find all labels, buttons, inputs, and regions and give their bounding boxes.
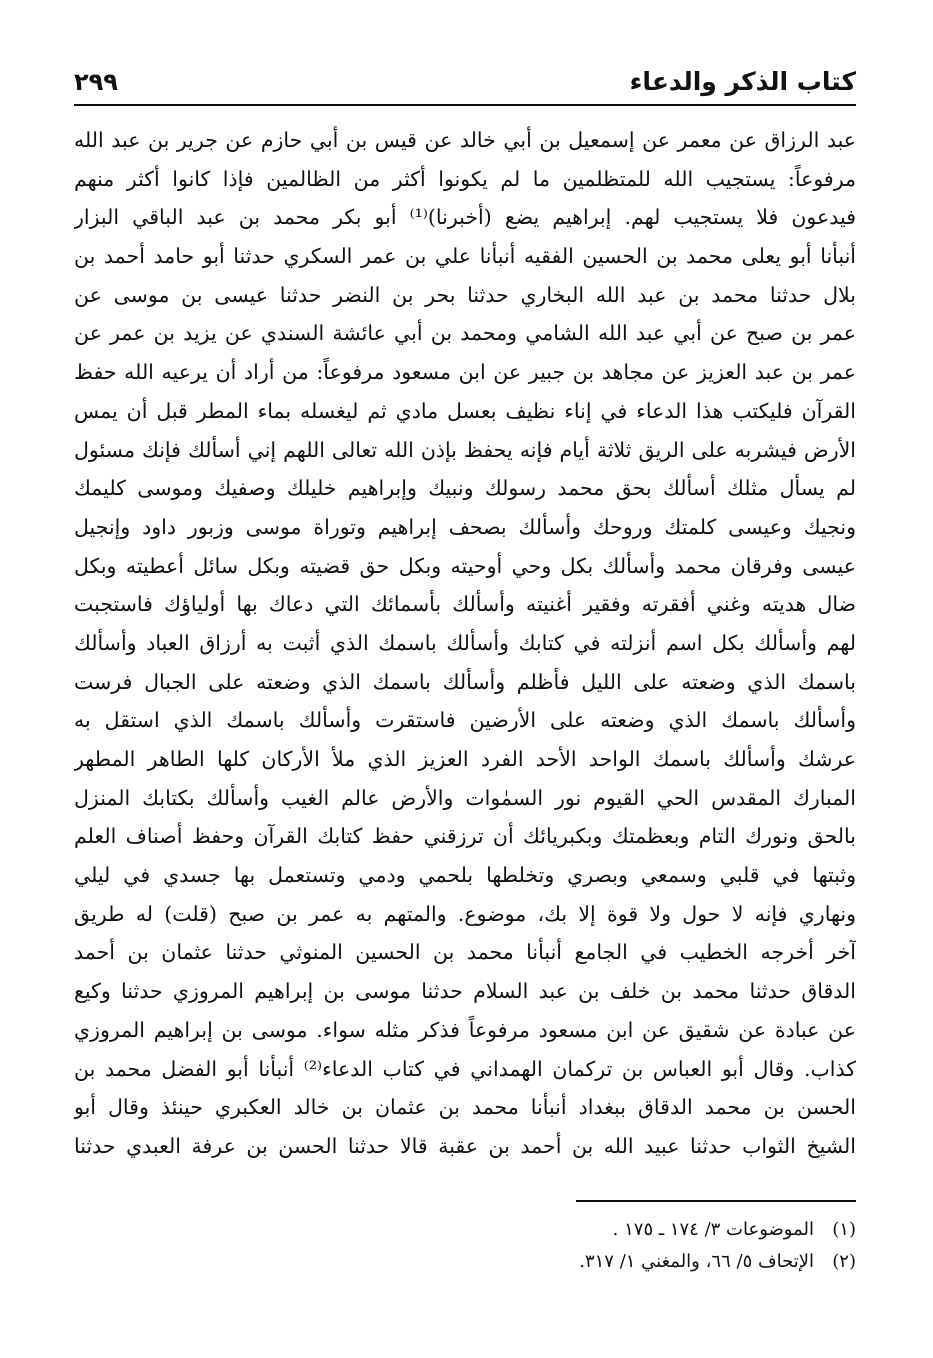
text-line: ونجيك وعيسى كلمتك وروحك وأسألك بصحف إبراهيم وتوراة موسى وزبور داود وإنجيل: [74, 514, 856, 539]
footnote-text: الإتحاف ٥/ ٦٦، والمغني ١/ ٣١٧.: [579, 1251, 814, 1272]
text-line: ونهاري فإنه لا حول ولا قوة إلا بك، موضوع. والمتهم به عمر بن صبح (قلت) له طريق: [74, 901, 856, 926]
text-line: الحسن بن محمد الدقاق ببغداد أنبأنا محمد بن عثمان بن خالد العكبري حينئذ وقال أبو: [74, 1095, 856, 1120]
text-line: الدقاق حدثنا محمد بن خلف بن عبد السلام حدثنا موسى بن إبراهيم المروزي حدثنا وكيع: [74, 979, 856, 1004]
text-line: مرفوعاً: يستجيب الله للمتظلمين ما لم يكونوا أكثر من الظالمين فإذا كانوا أكثر منهم: [74, 166, 856, 191]
footnote-rule: [576, 1200, 856, 1202]
footnote-text: الموضوعات ٣/ ١٧٤ ـ ١٧٥ .: [612, 1219, 814, 1240]
footnote-marker: (٢): [832, 1251, 856, 1272]
text-line: فيدعون فلا يستجيب لهم. إبراهيم يضع (أخبرنا)⁽¹⁾ أبو بكر محمد بن عبد الباقي البزار: [74, 205, 856, 230]
text-line: وثبتها في قلبي وسمعي وبصري وتخلطها بلحمي ودمي وتستعمل بها جسدي في ليلي: [74, 863, 856, 888]
page-header: [74, 64, 856, 106]
text-line: عيسى وفرقان محمد وأسألك بكل وحي أوحيته وبكل حق قضيته وبكل سائل أعطيته وبكل: [74, 553, 856, 578]
text-line: الأرض فيشربه على الريق ثلاثة أيام فإنه يحفظ بإذن الله تعالى اللهم إني أسألك فإنك مسئول: [74, 437, 856, 462]
text-line: وأسألك باسمك الذي وضعته على الأرضين فاستقرت وأسألك باسمك الذي استقل به: [74, 708, 856, 733]
header-rule: [74, 104, 856, 106]
text-line: باسمك الذي وضعته على الليل فأظلم وأسألك باسمك الذي وضعته على الجبال فرست: [74, 669, 856, 694]
body-text: [74, 121, 856, 1166]
footnotes: [296, 1214, 856, 1278]
text-line: عن عبادة عن شقيق عن ابن مسعود مرفوعاً فذكر مثله سواء. موسى بن إبراهيم المروزي: [74, 1017, 856, 1042]
text-line: لهم وأسألك بكل اسم أنزلته في كتابك وأسألك باسمك الذي أثبت به أرزاق العباد وأسألك: [74, 630, 856, 655]
text-line: عرشك وأسألك باسمك الواحد الأحد الفرد العزيز الذي ملأ الأركان كلها الطاهر المطهر: [74, 747, 856, 771]
footnote-2: [296, 1246, 856, 1278]
text-line: آخر أخرجه الخطيب في الجامع أنبأنا محمد بن الحسين المنوثي حدثنا عثمان بن أحمد: [74, 940, 856, 965]
running-title: كتاب الذكر والدعاء: [629, 67, 856, 96]
footnote-1: [296, 1214, 856, 1246]
text-line: المبارك المقدس الحي القيوم نور السمٰوات والأرض عالم الغيب وأسألك بكتابك المنزل: [74, 785, 856, 810]
text-line: الشيخ الثواب حدثنا عبيد الله بن أحمد بن عقبة قالا حدثنا الحسن بن عرفة العبدي حدثنا: [74, 1133, 856, 1158]
text-line: عبد الرزاق عن معمر عن إسمعيل بن أبي خالد عن قيس بن أبي حازم عن جرير بن عبد الله: [74, 128, 856, 152]
text-line: بالحق ونورك التام وبعظمتك وبكبريائك أن ترزقني حفظ كتابك القرآن وحفظ أصناف العلم: [74, 824, 856, 849]
text-line: عمر بن عبد العزيز عن مجاهد بن جبير عن ابن مسعود مرفوعاً: من أراد أن يرعيه الله حفظ: [74, 360, 856, 385]
text-line: القرآن فليكتب هذا الدعاء في إناء نظيف بعسل مادي ثم ليغسله بماء المطر قبل أن يمس: [74, 398, 856, 423]
text-line: ضال هديته وغني أفقرته وفقير أغنيته وأسألك بأسمائك التي دعاك بها أولياؤك فاستجبت: [74, 592, 856, 617]
text-line: أنبأنا أبو يعلى محمد بن الحسين الفقيه أنبأنا علي بن عمر السكري حدثنا أبو حامد أحمد بن: [74, 244, 856, 269]
text-line: لم يسأل مثلك أسألك بحق محمد رسولك ونبيك وإبراهيم خليلك وصفيك وموسى كليمك: [74, 476, 856, 501]
text-line: بلال حدثنا محمد بن عبد الله البخاري حدثنا بحر بن النضر حدثنا عيسى بن موسى عن: [74, 282, 856, 307]
page-number: ٢٩٩: [74, 68, 118, 96]
text-line: عمر بن صبح عن أبي عبد الله الشامي ومحمد بن أبي عائشة السندي عن يزيد بن عمر عن: [74, 321, 856, 346]
footnote-marker: (١): [832, 1219, 856, 1240]
text-line: كذاب. وقال أبو العباس بن تركمان الهمداني في كتاب الدعاء⁽²⁾ أنبأنا أبو الفضل محمد بن: [74, 1056, 856, 1081]
